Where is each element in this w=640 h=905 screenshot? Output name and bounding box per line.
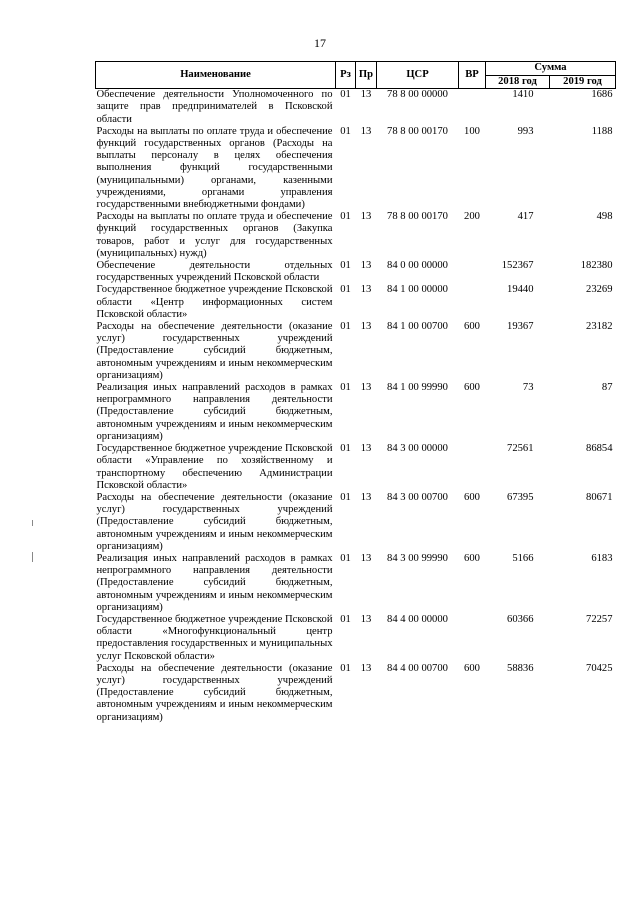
cell-csr: 84 1 00 00000 bbox=[387, 284, 448, 296]
header-vr: ВР bbox=[459, 62, 486, 89]
cell-rz: 01 bbox=[340, 552, 351, 564]
cell-csr: 78 8 00 00170 bbox=[387, 211, 448, 223]
table-row bbox=[96, 126, 616, 211]
cell-csr: 84 4 00 00000 bbox=[387, 613, 448, 625]
cell-rz: 01 bbox=[340, 613, 351, 625]
cell-rz: 01 bbox=[340, 443, 351, 455]
cell-y1: 417 bbox=[517, 211, 534, 223]
cell-vr bbox=[459, 284, 486, 321]
table-body bbox=[96, 89, 616, 724]
cell-name: Расходы на выплаты по оплате труда и обеспечение функций государственных органов (Закупка товаров, работ и услуг для государственных (муниципальных) нужд) bbox=[96, 211, 333, 259]
cell-csr: 84 3 00 00700 bbox=[387, 491, 448, 503]
cell-pr: 13 bbox=[360, 321, 372, 333]
table-row bbox=[96, 492, 616, 553]
cell-csr: 84 0 00 00000 bbox=[387, 260, 448, 272]
cell-rz: 01 bbox=[340, 491, 351, 503]
cell-rz: 01 bbox=[340, 89, 351, 101]
budget-table-wrapper bbox=[95, 61, 615, 724]
cell-pr: 13 bbox=[360, 382, 372, 394]
page-number: 17 bbox=[314, 36, 326, 50]
header-name: Наименование bbox=[96, 62, 336, 89]
table-row bbox=[96, 553, 616, 614]
cell-y1: 152367 bbox=[501, 260, 534, 272]
cell-csr: 78 8 00 00000 bbox=[387, 89, 448, 101]
cell-rz: 01 bbox=[340, 321, 351, 333]
header-year-2018: 2018 год bbox=[486, 76, 550, 89]
table-row bbox=[96, 260, 616, 284]
cell-name: Государственное бюджетное учреждение Псковской области «Многофункциональный центр предоставления государственных и муниципальных услуг Псковской области» bbox=[96, 613, 333, 662]
cell-rz: 01 bbox=[340, 211, 351, 223]
cell-rz: 01 bbox=[340, 382, 351, 394]
header-csr: ЦСР bbox=[377, 62, 459, 89]
cell-y2: 6183 bbox=[591, 552, 613, 564]
cell-csr: 84 4 00 00700 bbox=[387, 662, 448, 674]
cell-y1: 67395 bbox=[507, 491, 534, 503]
cell-vr bbox=[459, 614, 486, 663]
cell-y1: 993 bbox=[517, 125, 534, 137]
header-sum: Сумма bbox=[486, 62, 616, 76]
table-row bbox=[96, 284, 616, 321]
header-year-2019: 2019 год bbox=[550, 76, 616, 89]
cell-y1: 73 bbox=[522, 382, 534, 394]
table-row bbox=[96, 443, 616, 492]
cell-csr: 78 8 00 00170 bbox=[387, 125, 448, 137]
cell-pr: 13 bbox=[360, 491, 372, 503]
cell-y2: 87 bbox=[601, 382, 613, 394]
cell-name: Реализация иных направлений расходов в рамках непрограммного направления деятельности (Предоставление субсидий бюджетным, автономным учреждениям и иным некоммерческим организациям) bbox=[96, 552, 333, 613]
scan-mark bbox=[32, 552, 33, 562]
cell-y2: 1188 bbox=[591, 125, 613, 137]
cell-y2: 80671 bbox=[586, 491, 613, 503]
cell-rz: 01 bbox=[340, 260, 351, 272]
cell-vr: 200 bbox=[464, 211, 480, 223]
table-row bbox=[96, 321, 616, 382]
table-row bbox=[96, 663, 616, 724]
cell-y2: 23269 bbox=[586, 284, 613, 296]
cell-y2: 23182 bbox=[586, 321, 613, 333]
cell-y2: 70425 bbox=[586, 662, 613, 674]
budget-table bbox=[95, 61, 616, 724]
cell-csr: 84 3 00 99990 bbox=[387, 552, 448, 564]
table-row bbox=[96, 614, 616, 663]
cell-pr: 13 bbox=[360, 211, 372, 223]
table-row bbox=[96, 89, 616, 126]
cell-vr bbox=[459, 443, 486, 492]
cell-name: Государственное бюджетное учреждение Псковской области «Управление по хозяйственному и транспортному обеспечению Администрации Псковской области» bbox=[96, 443, 333, 491]
cell-pr: 13 bbox=[360, 443, 372, 455]
cell-pr: 13 bbox=[360, 284, 372, 296]
header-pr: Пр bbox=[356, 62, 377, 89]
cell-y1: 19440 bbox=[507, 284, 534, 296]
cell-name: Реализация иных направлений расходов в рамках непрограммного направления деятельности (Предоставление субсидий бюджетным, автономным учреждениям и иным некоммерческим организациям) bbox=[96, 382, 333, 442]
cell-y1: 60366 bbox=[507, 613, 534, 625]
cell-y1: 72561 bbox=[507, 443, 534, 455]
cell-vr: 600 bbox=[464, 552, 480, 564]
table-row bbox=[96, 382, 616, 443]
cell-csr: 84 3 00 00000 bbox=[387, 443, 448, 455]
cell-vr: 600 bbox=[464, 321, 480, 333]
cell-y1: 5166 bbox=[512, 552, 534, 564]
cell-csr: 84 1 00 00700 bbox=[387, 321, 448, 333]
cell-y1: 1410 bbox=[512, 89, 534, 101]
cell-name: Расходы на обеспечение деятельности (оказание услуг) государственных учреждений (Предоставление субсидий бюджетным, автономным учреждениям и иным некоммерческим организациям) bbox=[96, 662, 333, 723]
cell-name: Государственное бюджетное учреждение Псковской области «Центр информационных систем Псковской области» bbox=[96, 284, 333, 320]
cell-rz: 01 bbox=[340, 662, 351, 674]
cell-y2: 182380 bbox=[580, 260, 613, 272]
cell-y1: 19367 bbox=[507, 321, 534, 333]
cell-pr: 13 bbox=[360, 613, 372, 625]
cell-name: Расходы на выплаты по оплате труда и обеспечение функций государственных органов (Расходы на выплаты персоналу в целях обеспечения выполнения функций государственными (муниципальными) органами, казенными учреждениями, органами управления государственными внебюджетными фондами) bbox=[96, 125, 333, 211]
table-row bbox=[96, 211, 616, 260]
table-header bbox=[96, 62, 616, 89]
cell-pr: 13 bbox=[360, 260, 372, 272]
cell-pr: 13 bbox=[360, 89, 372, 101]
cell-csr: 84 1 00 99990 bbox=[387, 382, 448, 394]
cell-vr bbox=[459, 260, 486, 284]
header-rz: Рз bbox=[336, 62, 356, 89]
cell-pr: 13 bbox=[360, 552, 372, 564]
cell-y2: 498 bbox=[596, 211, 613, 223]
cell-y2: 86854 bbox=[586, 443, 613, 455]
scan-mark bbox=[32, 520, 33, 526]
cell-vr: 100 bbox=[464, 125, 480, 137]
cell-name: Расходы на обеспечение деятельности (оказание услуг) государственных учреждений (Предоставление субсидий бюджетным, автономным учреждениям и иным некоммерческим организациям) bbox=[96, 321, 333, 381]
cell-vr: 600 bbox=[464, 662, 480, 674]
cell-vr: 600 bbox=[464, 491, 480, 503]
cell-y2: 1686 bbox=[591, 89, 613, 101]
cell-name: Обеспечение деятельности Уполномоченного по защите прав предпринимателей в Псковской области bbox=[96, 89, 333, 125]
cell-pr: 13 bbox=[360, 125, 372, 137]
cell-pr: 13 bbox=[360, 662, 372, 674]
cell-y1: 58836 bbox=[507, 662, 534, 674]
cell-vr: 600 bbox=[464, 382, 480, 394]
cell-name: Обеспечение деятельности отдельных государственных учреждений Псковской области bbox=[96, 260, 333, 284]
cell-y2: 72257 bbox=[586, 613, 613, 625]
cell-vr bbox=[459, 89, 486, 126]
cell-name: Расходы на обеспечение деятельности (оказание услуг) государственных учреждений (Предоставление субсидий бюджетным, автономным учреждениям и иным некоммерческим организациям) bbox=[96, 491, 333, 552]
cell-rz: 01 bbox=[340, 284, 351, 296]
cell-rz: 01 bbox=[340, 125, 351, 137]
